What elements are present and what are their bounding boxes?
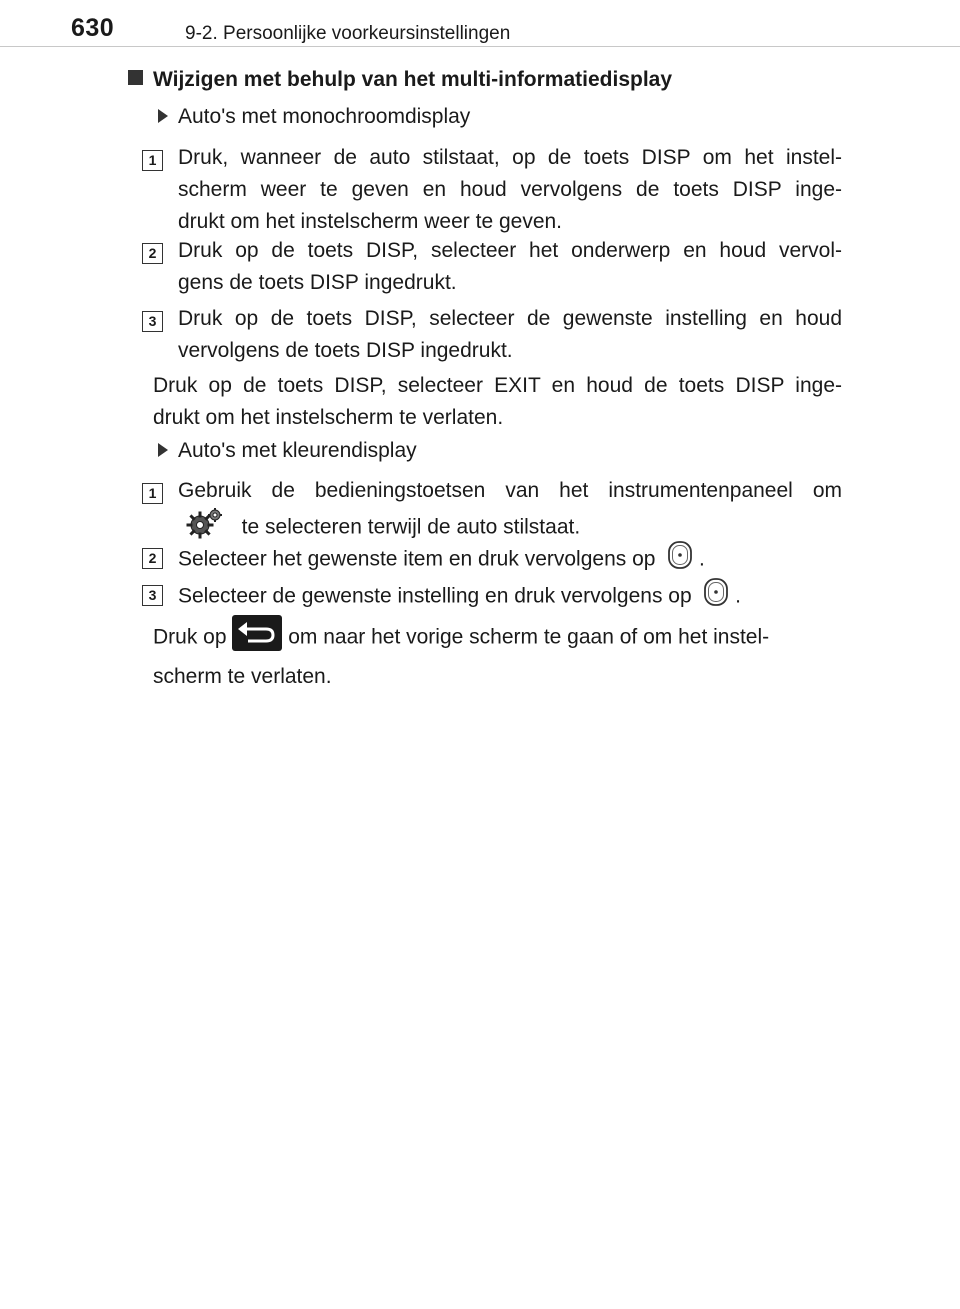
subsection-title: Auto's met monochroomdisplay — [178, 105, 471, 128]
note-text-fragment: Druk op — [153, 625, 227, 649]
step-text-line: vervolgens de toets DISP ingedrukt. — [178, 339, 513, 362]
square-bullet-icon — [128, 70, 143, 85]
step-number-badge: 2 — [142, 548, 163, 569]
step-text-line: drukt om het instelscherm weer te geven. — [178, 210, 563, 233]
section-heading — [128, 68, 672, 92]
triangle-bullet-icon — [158, 109, 168, 123]
subsection-monochrome — [158, 105, 470, 129]
subsection-color — [158, 439, 417, 463]
step-text-line: Druk, wanneer de auto stilstaat, op de toets DISP om het instel- — [178, 146, 842, 169]
triangle-bullet-icon — [158, 443, 168, 457]
step-text-fragment: . — [735, 584, 742, 608]
note-text-line: drukt om het instelscherm te verlaten. — [153, 406, 504, 429]
step-text-fragment: te selecteren terwijl de auto stilstaat. — [241, 515, 581, 539]
page-number: 630 — [71, 14, 115, 42]
subsection-title: Auto's met kleurendisplay — [178, 439, 417, 462]
step-text-line: gens de toets DISP ingedrukt. — [178, 271, 457, 294]
step-text-line: Druk op de toets DISP, selecteer het onderwerp en houd vervol- — [178, 239, 842, 262]
note-text — [153, 615, 842, 693]
step-text — [178, 303, 842, 367]
note-text-line: scherm te verlaten. — [153, 665, 332, 688]
chapter-title: 9-2. Persoonlijke voorkeursinstellingen — [185, 23, 511, 44]
page-header — [0, 0, 960, 46]
step-number-badge: 3 — [142, 311, 163, 332]
step-text — [178, 540, 842, 580]
header-divider — [0, 46, 960, 47]
step-text — [178, 577, 842, 617]
back-arrow-icon — [232, 615, 282, 661]
section-heading-text: Wijzigen met behulp van het multi-informatiedisplay — [153, 68, 673, 91]
note-text-line — [153, 615, 842, 661]
step-text-line: scherm weer te geven en houd vervolgens de toets DISP inge- — [178, 178, 842, 201]
step-number-badge: 1 — [142, 150, 163, 171]
step-text-fragment: Selecteer de gewenste instelling en druk vervolgens op — [178, 584, 692, 608]
step-text — [178, 142, 842, 238]
step-text-line: Gebruik de bedieningstoetsen van het instrumentenpaneel om — [178, 479, 842, 502]
note-text — [153, 370, 842, 434]
step-text — [178, 475, 842, 549]
note-text-fragment: om naar het vorige scherm te gaan of om het instel- — [288, 625, 770, 649]
ok-button-icon — [667, 540, 693, 580]
note-text-line: Druk op de toets DISP, selecteer EXIT en houd de toets DISP inge- — [153, 374, 842, 397]
ok-button-icon — [703, 577, 729, 617]
step-text-fragment: . — [698, 547, 705, 571]
step-number-badge: 1 — [142, 483, 163, 504]
step-number-badge: 2 — [142, 243, 163, 264]
step-text — [178, 235, 842, 299]
step-number-badge: 3 — [142, 585, 163, 606]
step-text-line: Druk op de toets DISP, selecteer de gewenste instelling en houd — [178, 307, 842, 330]
step-text-fragment: Selecteer het gewenste item en druk vervolgens op — [178, 547, 656, 571]
